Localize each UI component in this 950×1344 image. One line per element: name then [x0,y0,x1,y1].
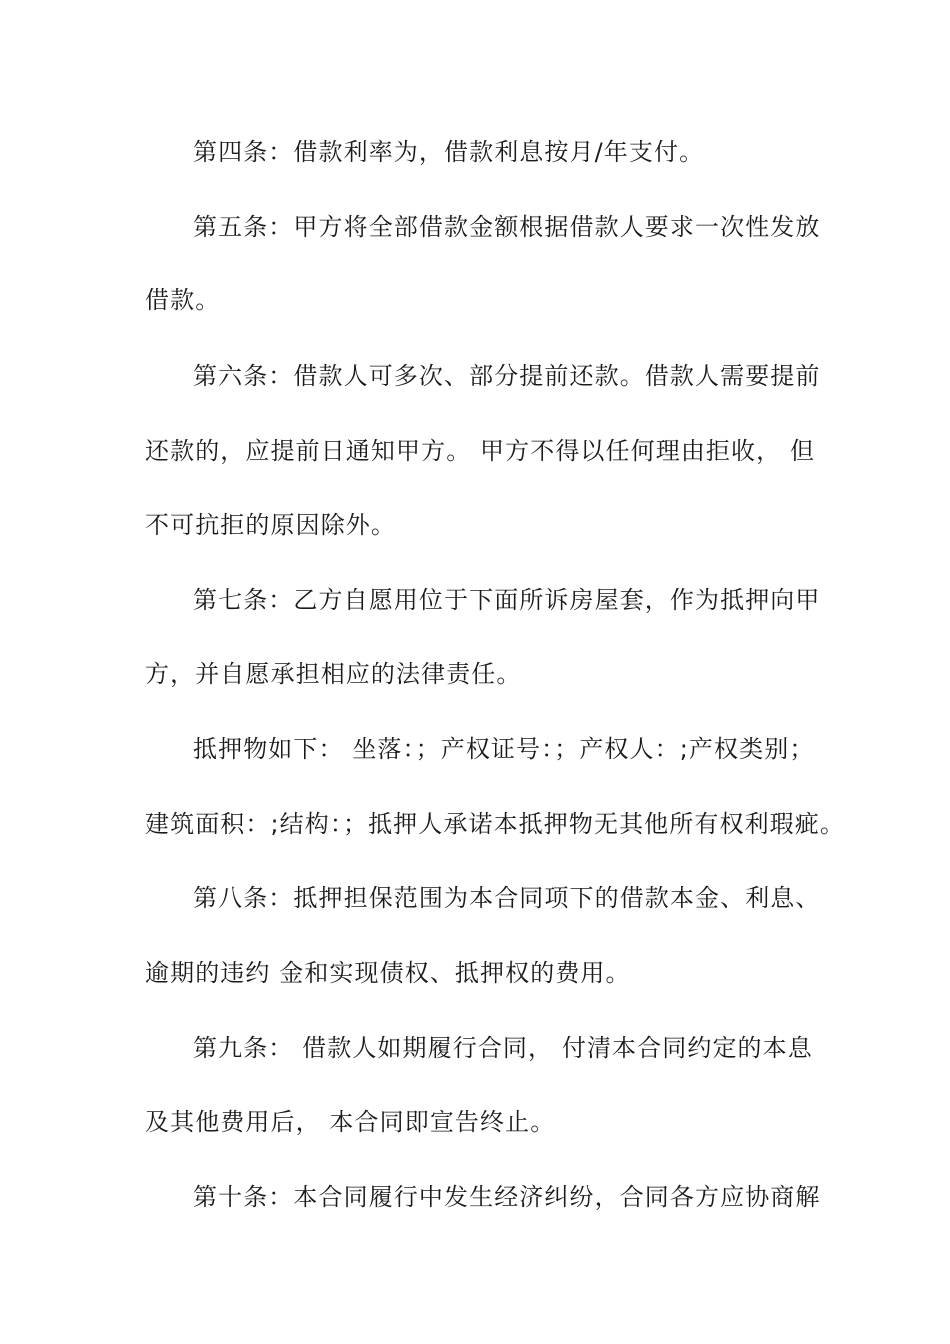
article-8-line-2: 逾期的违约 金和实现债权、抵押权的费用。 [145,959,631,987]
article-9-line-1: 第九条： 借款人如期履行合同， 付清本合同约定的本息 [193,1034,813,1062]
article-9-line-2: 及其他费用后， 本合同即宣告终止。 [145,1108,556,1136]
collateral-line-2: 建筑面积：;结构：；抵押人承诺本抵押物无其他所有权利瑕疵。 [145,810,845,838]
article-6-line-1: 第六条：借款人可多次、部分提前还款。借款人需要提前 [193,362,821,390]
collateral-line-1: 抵押物如下： 坐落：；产权证号：；产权人：;产权类别； [193,735,815,763]
article-5-line-2: 借款。 [145,286,221,314]
article-6-line-3: 不可抗拒的原因除外。 [145,511,396,539]
article-10-line-1: 第十条：本合同履行中发生经济纠纷，合同各方应协商解 [193,1183,821,1211]
article-7-line-1: 第七条：乙方自愿用位于下面所诉房屋套，作为抵押向甲 [193,586,821,614]
article-7-line-2: 方，并自愿承担相应的法律责任。 [145,660,522,688]
article-8-line-1: 第八条：抵押担保范围为本合同项下的借款本金、利息、 [193,884,821,912]
article-4-line-1: 第四条：借款利率为，借款利息按月/年支付。 [193,138,705,166]
article-6-line-2: 还款的，应提前日通知甲方。 甲方不得以任何理由拒收， 但 [145,437,816,465]
article-5-line-1: 第五条：甲方将全部借款金额根据借款人要求一次性发放 [193,213,821,241]
